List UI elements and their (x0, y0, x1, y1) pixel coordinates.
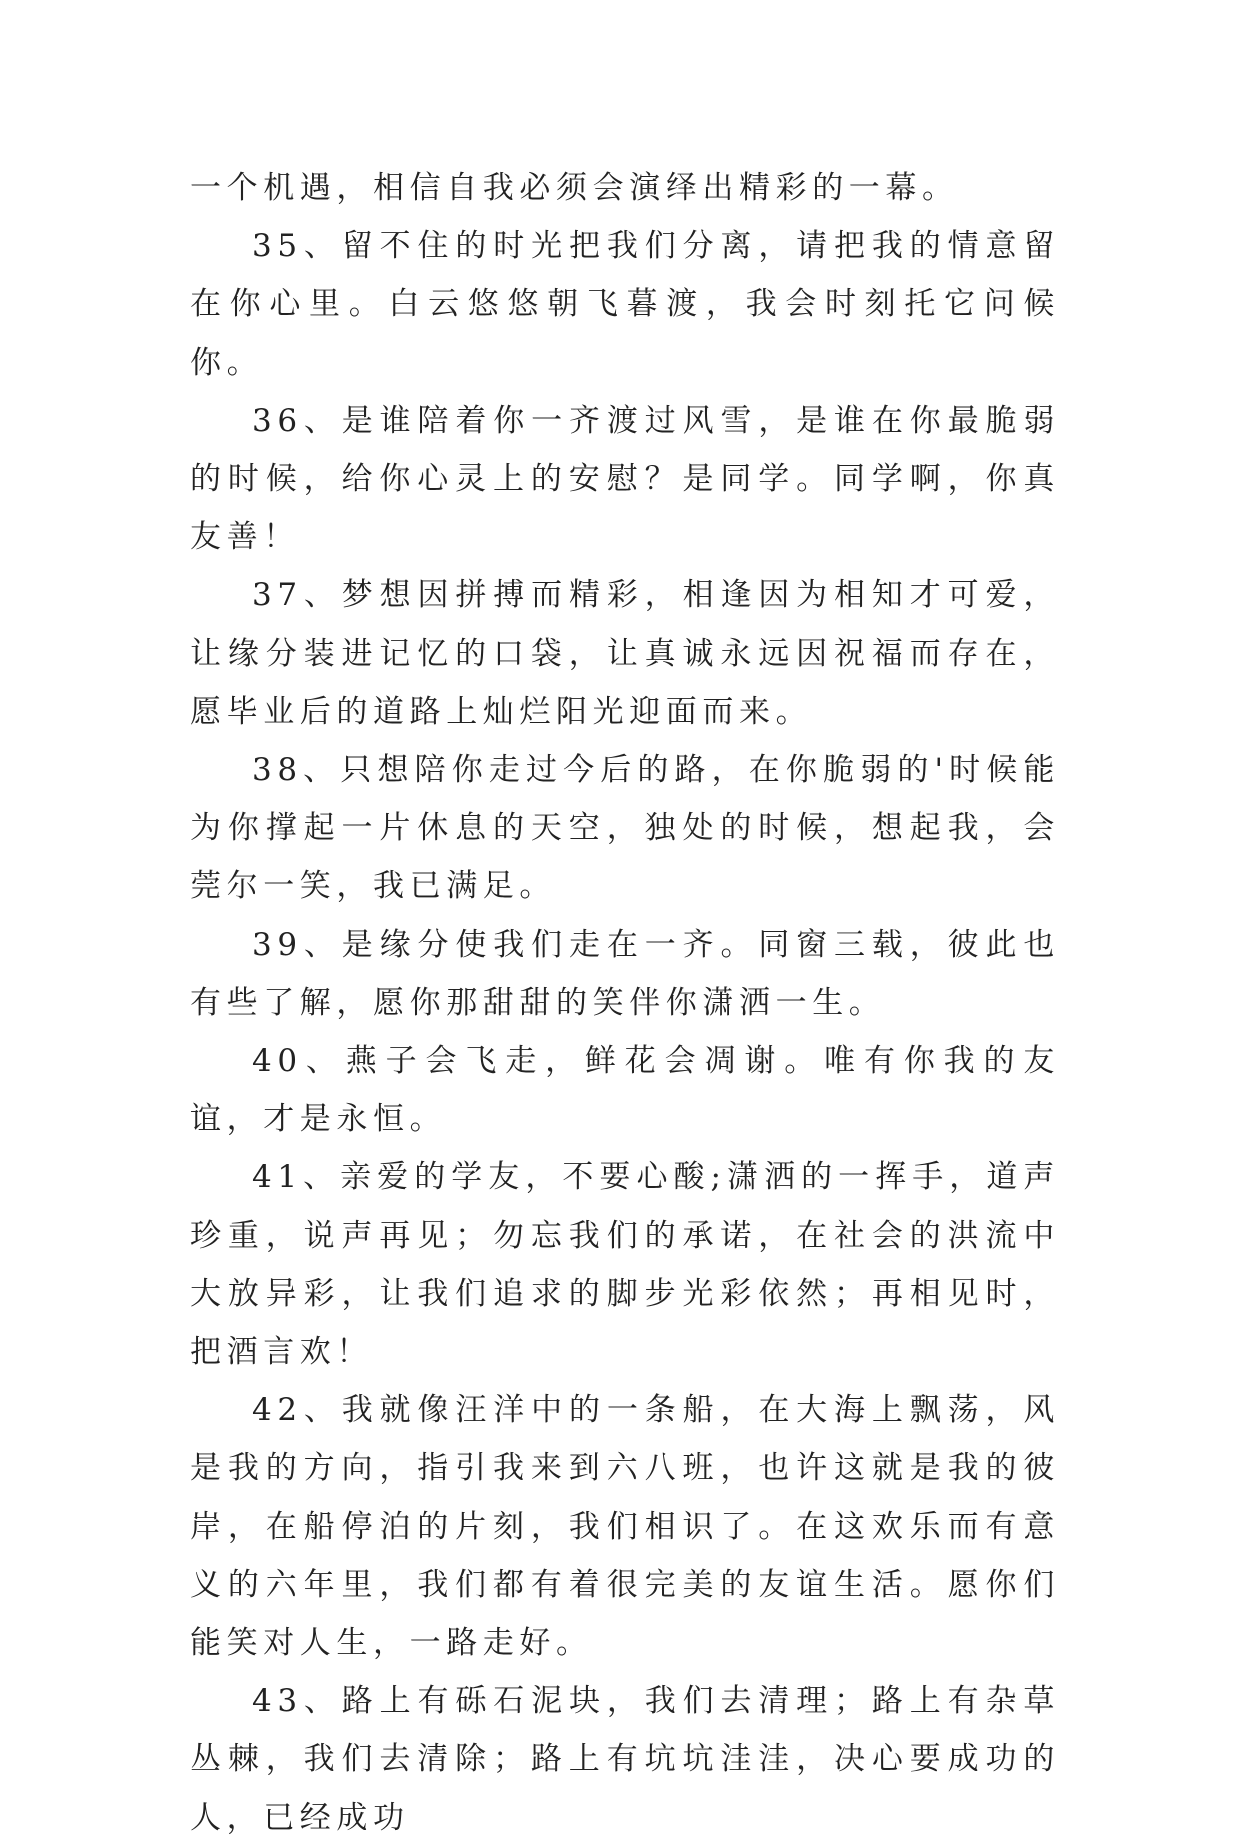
paragraph-continuation: 一个机遇，相信自我必须会演绎出精彩的一幕。 (190, 170, 959, 206)
paragraph-37: 37、梦想因拼搏而精彩，相逢因为相知才可爱，让缘分装进记忆的口袋，让真诚永远因祝福而存在，愿毕业后的道路上灿烂阳光迎面而来。 (190, 577, 1060, 730)
paragraph-43: 43、路上有砾石泥块，我们去清理；路上有杂草丛棘，我们去清除；路上有坑坑洼洼，决心要成功的人，已经成功 (190, 1683, 1060, 1836)
paragraph-40: 40、燕子会飞走，鲜花会凋谢。唯有你我的友谊，才是永恒。 (190, 1043, 1060, 1138)
paragraph-39: 39、是缘分使我们走在一齐。同窗三载，彼此也有些了解，愿你那甜甜的笑伴你潇洒一生。 (190, 926, 1060, 1021)
document-body (190, 159, 1060, 1847)
paragraph-41: 41、亲爱的学友，不要心酸;潇洒的一挥手，道声珍重，说声再见；勿忘我们的承诺，在社会的洪流中大放异彩，让我们追求的脚步光彩依然；再相见时，把酒言欢！ (190, 1159, 1060, 1371)
paragraph-35: 35、留不住的时光把我们分离，请把我的情意留在你心里。白云悠悠朝飞暮渡，我会时刻托它问候你。 (190, 228, 1060, 381)
paragraph-42: 42、我就像汪洋中的一条船，在大海上飘荡，风是我的方向，指引我来到六八班，也许这就是我的彼岸，在船停泊的片刻，我们相识了。在这欢乐而有意义的六年里，我们都有着很完美的友谊生活。愿你们能笑对人生，一路走好。 (190, 1392, 1060, 1662)
paragraph-38: 38、只想陪你走过今后的路，在你脆弱的'时候能为你撑起一片休息的天空，独处的时候，想起我，会莞尔一笑，我已满足。 (190, 752, 1060, 905)
paragraph-36: 36、是谁陪着你一齐渡过风雪，是谁在你最脆弱的时候，给你心灵上的安慰？是同学。同学啊，你真友善！ (190, 402, 1060, 556)
